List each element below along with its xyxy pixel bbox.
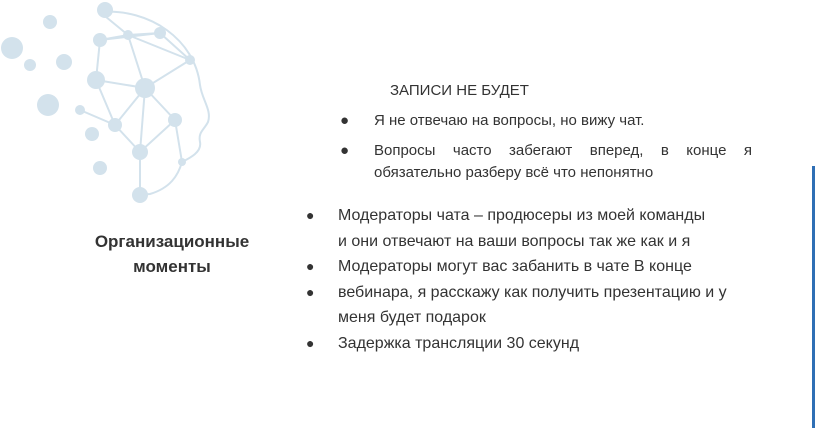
- list-item-text: и они отвечают на ваши вопросы так же как и я: [338, 232, 691, 250]
- top-notes: [340, 80, 752, 192]
- list-item: [306, 254, 766, 280]
- accent-line: [812, 166, 815, 428]
- bottom-notes: [306, 203, 766, 356]
- list-item: [306, 203, 766, 229]
- top-heading: ЗАПИСИ НЕ БУДЕТ: [390, 82, 529, 99]
- list-item: [306, 305, 766, 331]
- list-item: [306, 229, 766, 255]
- bottom-list: [306, 203, 766, 356]
- list-item-text: Я не отвечаю на вопросы, но вижу чат.: [374, 112, 645, 129]
- bullet-icon: ●: [340, 112, 350, 129]
- bullet-icon: ●: [306, 207, 315, 223]
- list-item-text: Модераторы чата – продюсеры из моей команды: [338, 207, 706, 224]
- list-item-text: вебинара, я расскажу как получить презентацию и у: [338, 283, 727, 301]
- list-item: [340, 110, 752, 132]
- list-item: [340, 140, 752, 184]
- bullet-icon: ●: [340, 142, 350, 159]
- list-item-text: Вопросы часто забегают вперед, в конце я обязательно разберу всё что непонятно: [374, 142, 752, 181]
- list-item-text: меня будет подарок: [338, 309, 486, 326]
- list-item: [306, 280, 766, 306]
- list-item-text: Модераторы могут вас забанить в чате В конце: [338, 258, 692, 275]
- bullet-icon: ●: [306, 334, 315, 351]
- list-item-text: Задержка трансляции 30 секунд: [338, 334, 580, 352]
- section-title: Организационные моменты: [94, 232, 250, 276]
- network-head-icon: [0, 0, 220, 215]
- list-item: [306, 331, 766, 357]
- top-list: [340, 110, 752, 184]
- bullet-icon: ●: [306, 258, 315, 274]
- bullet-icon: ●: [306, 283, 315, 300]
